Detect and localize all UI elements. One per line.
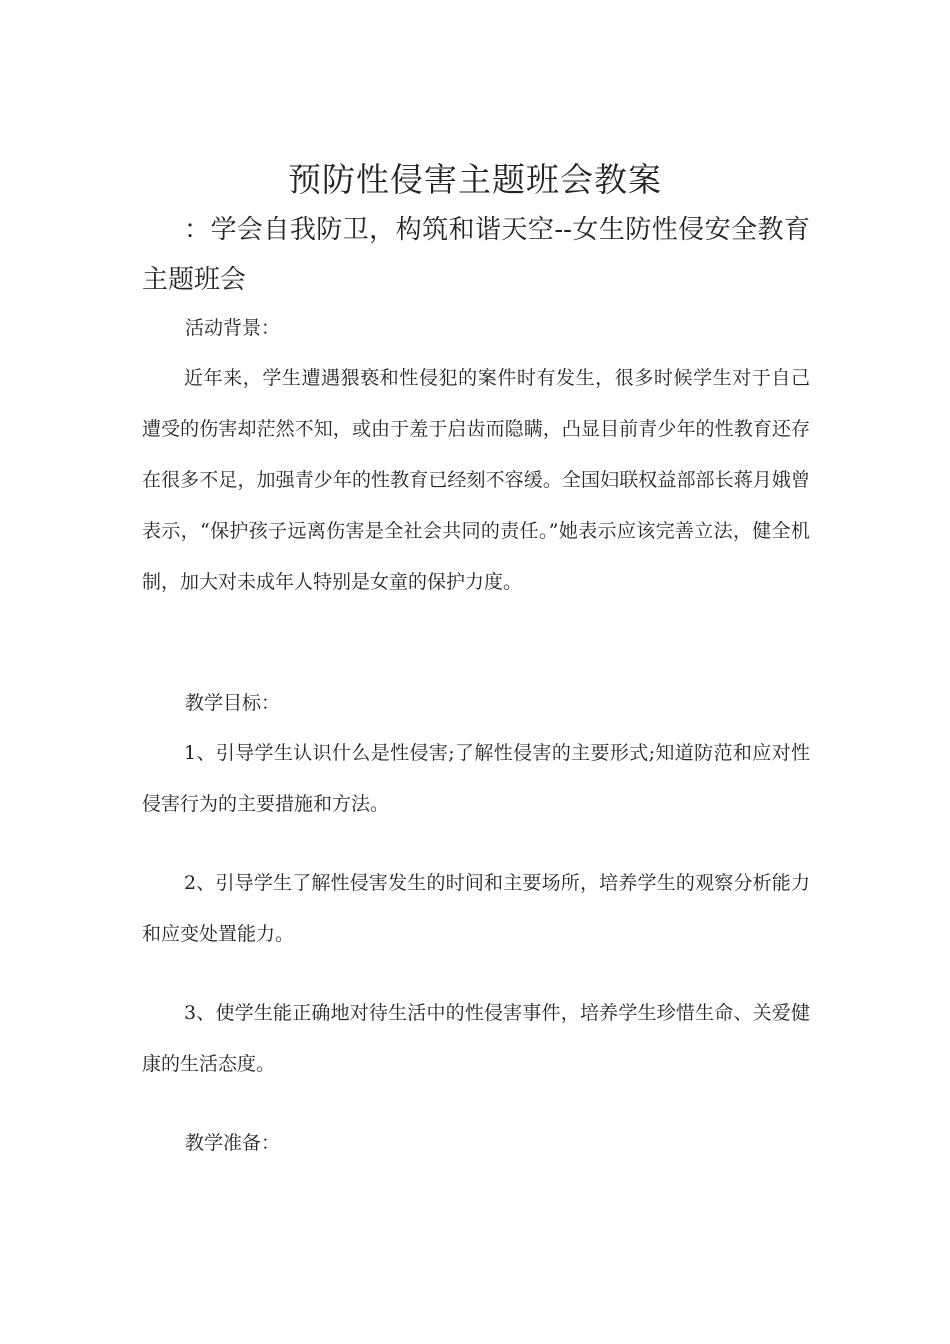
goal-item-3: 3、使学生能正确地对待生活中的性侵害事件，培养学生珍惜生命、关爱健康的生活态度。 bbox=[142, 1002, 810, 1075]
goal-item-1: 1、引导学生认识什么是性侵害;了解性侵害的主要形式;知道防范和应对性侵害行为的主要措施和方法。 bbox=[142, 742, 810, 815]
goals-heading: 教学目标： bbox=[185, 692, 281, 714]
background-paragraph: 近年来，学生遭遇猥亵和性侵犯的案件时有发生，很多时候学生对于自己遭受的伤害却茫然不知，或由于羞于启齿而隐瞒，凸显目前青少年的性教育还存在很多不足，加强青少年的性教育已经刻不容缓。全国妇联权益部部长蒋月娥曾表示，“保护孩子远离伤害是全社会共同的责任。”她表示应该完善立法，健全机制，加大对未成年人特别是女童的保护力度。 bbox=[142, 367, 810, 593]
goal-item-2: 2、引导学生了解性侵害发生的时间和主要场所，培养学生的观察分析能力和应变处置能力。 bbox=[142, 872, 810, 945]
document-subtitle: ：学会自我防卫，构筑和谐天空--女生防性侵安全教育主题班会 bbox=[142, 215, 810, 295]
background-heading: 活动背景： bbox=[185, 317, 281, 339]
preparation-heading: 教学准备： bbox=[185, 1132, 281, 1154]
document-title: 预防性侵害主题班会教案 bbox=[288, 160, 662, 199]
